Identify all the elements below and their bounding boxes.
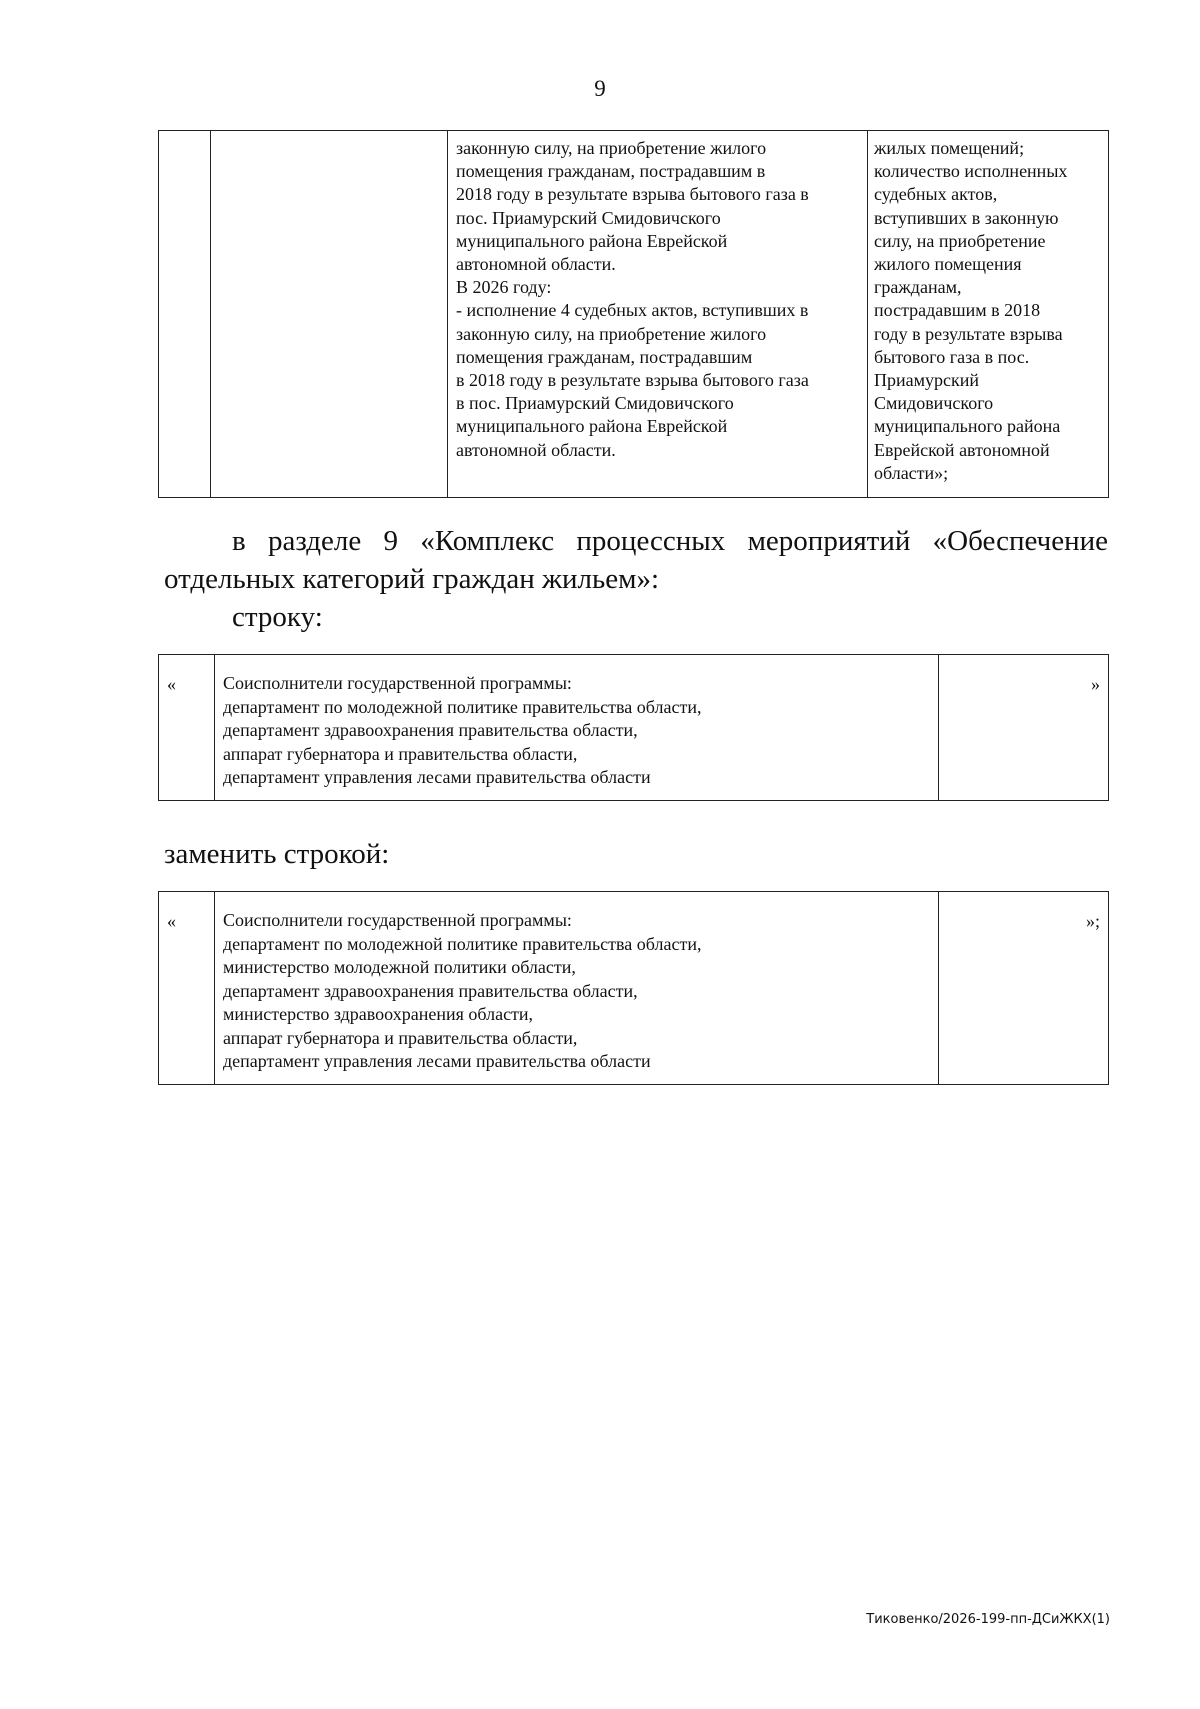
text-line: Приамурский [874,370,980,391]
text-line: силу, на приобретение [874,230,1046,251]
table-row [159,892,1109,1085]
text-line: В 2026 году: [456,277,552,298]
coexecutors-cell [215,892,939,1085]
text-line: муниципального района Еврейской [456,230,728,251]
text-line: - исполнение 4 судебных актов, вступивших в [456,300,809,321]
text-line: департамент здравоохранения правительства области, [223,720,638,740]
text-line: Соисполнители государственной программы: [223,673,572,693]
text-line: пострадавшим в 2018 [874,300,1041,321]
text-line: помещения гражданам, пострадавшим [456,346,753,367]
text-line: гражданам, [874,277,962,298]
table-cell-indicators [868,131,1109,498]
page-number: 9 [594,76,606,101]
text-line: департамент по молодежной политике правительства области, [223,696,702,717]
coexecutors-cell [215,655,939,801]
text-line: министерство молодежной политики области, [223,957,576,977]
text-line: Соисполнители государственной программы: [223,910,572,930]
text-line: количество исполненных [874,161,1068,182]
text-line: помещения гражданам, пострадавшим в [456,161,766,182]
close-quote-cell: »; [939,892,1109,1085]
text-line: судебных актов, [874,184,998,205]
text-line: автономной области. [456,439,616,460]
table-cell-empty-2 [211,131,448,498]
document-footer-id: Тиковенко/2026-199-пп-ДСиЖКХ(1) [866,1612,1110,1627]
text-line: аппарат губернатора и правительства области, [223,743,578,764]
text-line: жилых помещений; [874,138,1025,158]
paragraph-section-9-line1: в разделе 9 «Комплекс процессных мероприятий «Обеспечение [232,525,1108,557]
text-line: департамент по молодежной политике правительства области, [223,933,702,954]
paragraph-section-9-line2: отдельных категорий граждан жильем»: [164,563,659,595]
text-line: департамент управления лесами правительства области [223,1051,651,1071]
text-line: вступивших в законную [874,207,1059,228]
open-quote-cell: « [159,892,215,1085]
text-line: Еврейской автономной [874,439,1050,460]
table-row [159,131,1109,498]
text-line: году в результате взрыва [874,323,1063,344]
table-row [159,655,1109,801]
table-cell-empty-1 [159,131,211,498]
text-line: законную силу, на приобретение жилого [456,138,767,158]
old-row-table [158,654,1109,801]
text-line: в пос. Приамурский Смидовичского [456,393,734,414]
text-line: жилого помещения [874,254,1022,275]
text-line: департамент здравоохранения правительства области, [223,980,638,1001]
text-line: законную силу, на приобретение жилого [456,323,767,344]
close-quote-cell: » [939,655,1109,801]
paragraph-zamenit: заменить строкой: [164,838,390,870]
new-row-table [158,891,1109,1085]
open-quote-cell: « [159,655,215,801]
text-line: автономной области. [456,254,616,275]
text-line: 2018 году в результате взрыва бытового газа в [456,184,809,205]
text-line: области»; [874,462,949,483]
text-line: Смидовичского [874,393,994,414]
text-line: департамент управления лесами правительства области [223,767,651,787]
continuation-table [158,130,1109,498]
text-line: бытового газа в пос. [874,346,1030,367]
text-line: в 2018 году в результате взрыва бытового газа [456,370,809,391]
text-line: пос. Приамурский Смидовичского [456,207,721,228]
text-line: муниципального района Еврейской [456,416,728,437]
text-line: муниципального района [874,416,1061,437]
table-cell-activities [448,131,868,498]
text-line: аппарат губернатора и правительства области, [223,1027,578,1048]
text-line: министерство здравоохранения области, [223,1004,534,1024]
paragraph-stroku: строку: [232,601,323,633]
